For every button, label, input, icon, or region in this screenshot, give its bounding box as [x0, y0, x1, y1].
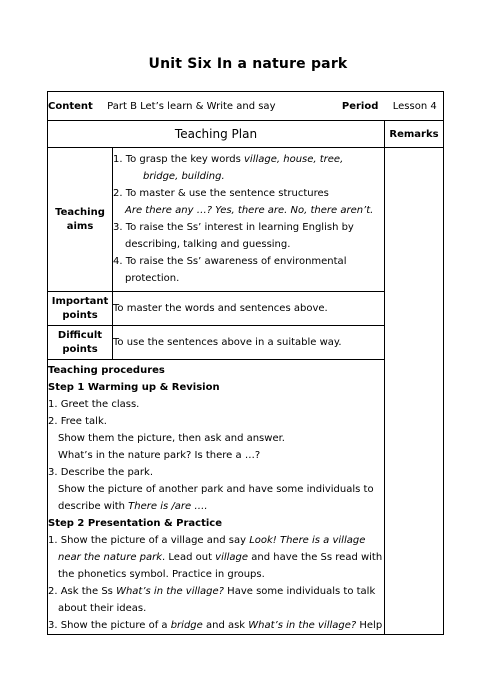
aims-content [113, 148, 385, 292]
procedures-cell [48, 360, 385, 635]
step2-item-2-rest: Have some individuals to talk [224, 586, 376, 597]
difficult-label-2: points [62, 343, 98, 355]
step2-item-3-question: What’s in the village? [248, 620, 357, 631]
step2-item-2-tail: about their ideas. [58, 603, 147, 614]
step2-item-1: 1. Show the picture of a village and say [48, 535, 250, 546]
step2-item-1-quote: Look! There is a village [249, 535, 366, 546]
step2-item-3: 3. Show the picture of a [48, 620, 171, 631]
aims-line-8: protection. [125, 273, 180, 284]
content-value: Part B Let’s learn & Write and say [107, 100, 276, 112]
step2-item-3-word: bridge [170, 620, 203, 631]
aims-row [48, 148, 444, 292]
difficult-text: To use the sentences above in a suitable way. [113, 326, 385, 360]
content-cell [48, 92, 444, 121]
aims-line-7: 4. To raise the Ss’ awareness of environmental [113, 256, 347, 267]
step2-item-2-question: What’s in the village? [116, 586, 224, 597]
teaching-plan-table [47, 91, 444, 635]
step2-item-3-mid: and ask [202, 620, 249, 631]
step2-item-1-tail: the phonetics symbol. Practice in groups. [58, 569, 265, 580]
aims-line-4: Are there any …? Yes, there are. No, there aren’t. [125, 205, 374, 216]
step1-item-2: 2. Free talk. [48, 416, 107, 427]
step2-item-1-rest: and have the Ss read with [248, 552, 383, 563]
step1-item-2a: Show them the picture, then ask and answer. [58, 433, 285, 444]
step1-item-3b-pattern: There is /are …. [128, 501, 208, 512]
aims-line-2: bridge, building. [143, 171, 225, 182]
period-value: Lesson 4 [392, 100, 437, 112]
procedures-heading: Teaching procedures [48, 365, 165, 376]
important-text: To master the words and sentences above. [113, 292, 385, 326]
period-label: Period [341, 100, 379, 112]
important-label-1: Important [51, 295, 109, 307]
step1-heading: Step 1 Warming up & Revision [48, 382, 220, 393]
step2-item-3-rest: Help [356, 620, 383, 631]
important-label-cell [48, 292, 113, 326]
aims-line-6: describing, talking and guessing. [125, 239, 291, 250]
aims-label-2: aims [66, 221, 94, 232]
procedures-row [48, 360, 444, 635]
plan-header-row [48, 121, 444, 148]
step2-item-2: 2. Ask the Ss [48, 586, 117, 597]
step1-item-1: 1. Greet the class. [48, 399, 140, 410]
step1-item-2b: What’s in the nature park? Is there a …? [58, 450, 261, 461]
aims-line-5: 3. To raise the Ss’ interest in learning English by [113, 222, 354, 233]
step1-item-3b: describe with [58, 501, 129, 512]
aims-label-1: Teaching [55, 207, 105, 218]
important-label-2: points [62, 309, 98, 321]
aims-label-cell [48, 148, 113, 292]
remarks-header: Remarks [385, 121, 444, 148]
step2-heading: Step 2 Presentation & Practice [48, 518, 223, 529]
step1-item-3: 3. Describe the park. [48, 467, 153, 478]
remarks-column [385, 148, 444, 635]
difficult-label-1: Difficult [57, 329, 103, 341]
plan-header: Teaching Plan [48, 121, 385, 148]
aims-line-1: 1. To grasp the key words [113, 154, 244, 165]
step2-item-1-word: village [215, 552, 249, 563]
content-label: Content [48, 100, 93, 112]
document-title: Unit Six In a nature park [148, 56, 348, 72]
step2-item-1-lead: . Lead out [162, 552, 216, 563]
content-row [48, 92, 444, 121]
difficult-label-cell [48, 326, 113, 360]
step2-item-1-quote-cont: near the nature park [58, 552, 163, 563]
aims-line-3: 2. To master & use the sentence structures [113, 188, 329, 199]
aims-line-1-keywords: village, house, tree, [244, 154, 344, 165]
difficult-row [48, 326, 444, 360]
step1-item-3a: Show the picture of another park and have some individuals to [58, 484, 374, 495]
important-row [48, 292, 444, 326]
